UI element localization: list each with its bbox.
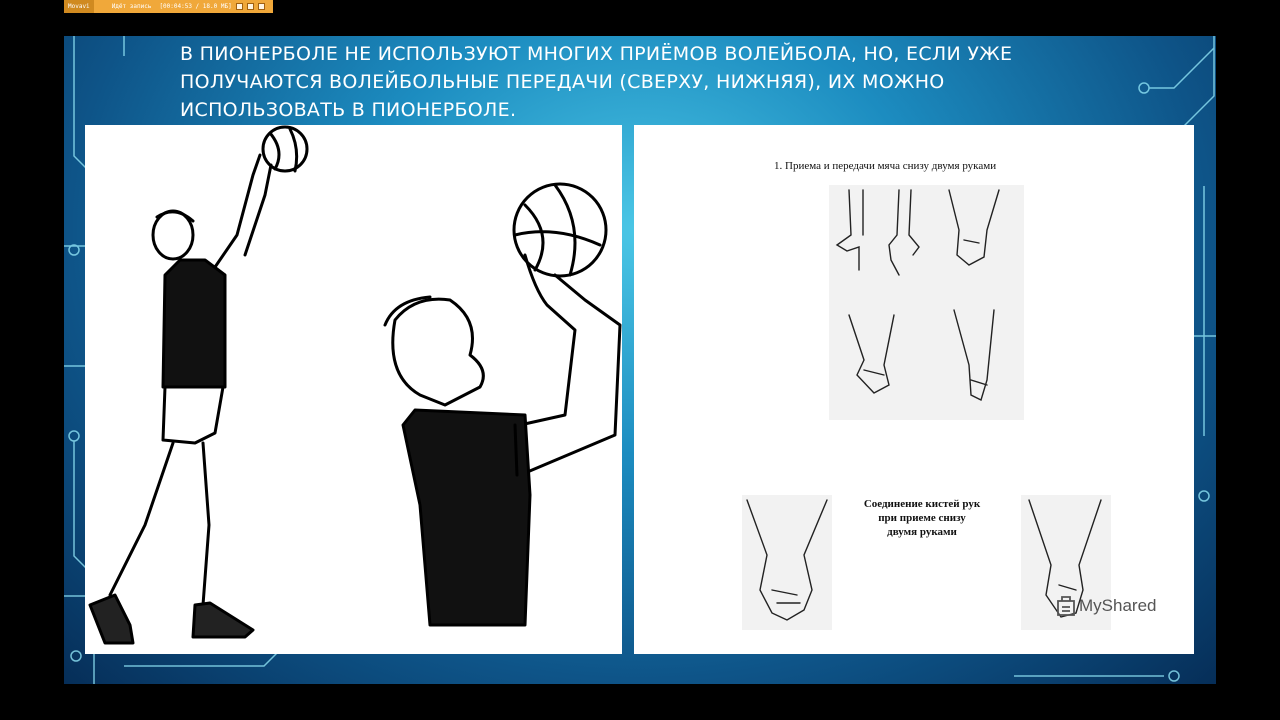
pause-button[interactable] bbox=[247, 3, 254, 10]
caption-line: Соединение кистей рук bbox=[863, 498, 981, 510]
myshared-logo-icon bbox=[1056, 595, 1076, 617]
title-line: ИСПОЛЬЗОВАТЬ В ПИОНЕРБОЛЕ. bbox=[180, 99, 517, 121]
caption-line: двумя руками bbox=[887, 526, 957, 538]
presentation-slide bbox=[64, 36, 1216, 684]
hand-positions-illustration bbox=[634, 125, 1194, 654]
recording-time: [00:04:53 / 18.0 МБ] bbox=[159, 3, 232, 10]
recording-status: Идёт запись bbox=[111, 3, 152, 10]
clasped-hands-figure-left bbox=[742, 495, 832, 630]
hands-figure-grid bbox=[829, 185, 1024, 420]
stop-button[interactable] bbox=[258, 3, 265, 10]
title-line: ПОЛУЧАЮТСЯ ВОЛЕЙБОЛЬНЫЕ ПЕРЕДАЧИ (СВЕРХУ, НИЖНЯЯ), ИХ МОЖНО bbox=[180, 71, 945, 93]
recorder-toolbar bbox=[64, 0, 273, 13]
volleyball-players-illustration bbox=[85, 125, 622, 654]
caption-hand-connection bbox=[852, 497, 992, 539]
settings-button[interactable] bbox=[236, 3, 243, 10]
caption-line: при приеме снизу bbox=[878, 512, 966, 524]
recorder-brand: Movavi bbox=[64, 0, 94, 13]
myshared-watermark bbox=[1056, 595, 1156, 617]
title-line: В ПИОНЕРБОЛЕ НЕ ИСПОЛЬЗУЮТ МНОГИХ ПРИЁМОВ ВОЛЕЙБОЛА, НО, ЕСЛИ УЖЕ bbox=[180, 43, 1013, 65]
caption-top: 1. Приема и передачи мяча снизу двумя руками bbox=[774, 160, 997, 172]
watermark-text: MyShared bbox=[1079, 596, 1157, 615]
slide-title bbox=[180, 40, 1140, 124]
